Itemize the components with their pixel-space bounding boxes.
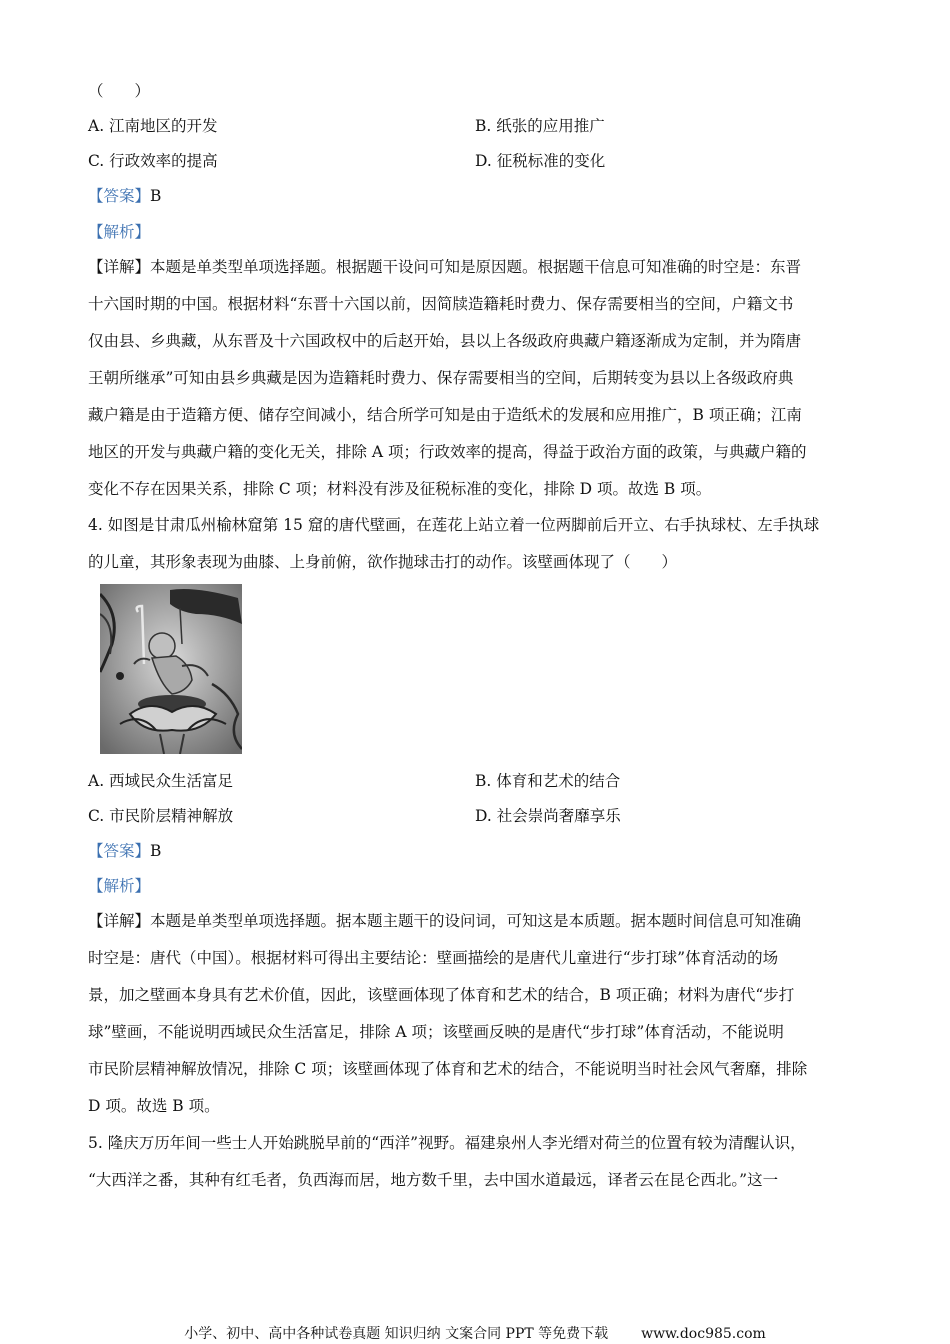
q4-answer-value: B [150,842,162,860]
q3-detail-text-1: 本题是单类型单项选择题。根据题干设问可知是原因题。根据题干信息可知准确的时空是：东晋 [150,258,802,276]
mural-illustration [100,584,242,754]
q4-option-a: A. 西域民众生活富足 [88,772,234,790]
q4-option-b: B. 体育和艺术的结合 [475,772,621,790]
q3-detail-line-6: 地区的开发与典藏户籍的变化无关，排除 A 项；行政效率的提高，得益于政治方面的政策，与典藏户籍的 [88,443,807,461]
q4-detail-tag: 【详解】 [88,912,151,930]
q4-detail-text-1: 本题是单类型单项选择题。据本题主题干的设问词，可知这是本质题。据本题时间信息可知准确 [150,912,802,930]
q3-detail-line-7: 变化不存在因果关系，排除 C 项；材料没有涉及征税标准的变化，排除 D 项。故选 B 项。 [88,480,712,498]
footer-link[interactable]: www.doc985.com [641,1326,766,1342]
q4-detail-line-1 [88,911,801,931]
q4-stem-line-2: 的儿童，其形象表现为曲膝、上身前俯，欲作抛球击打的动作。该壁画体现了（ ） [88,553,678,571]
q4-detail-line-5: 市民阶层精神解放情况，排除 C 项；该壁画体现了体育和艺术的结合，不能说明当时社会风气奢靡，排除 [88,1060,808,1078]
footer-text: 小学、初中、高中各种试卷真题 知识归纳 文案合同 PPT 等免费下载 [184,1326,609,1342]
q3-option-d: D. 征税标准的变化 [475,152,606,170]
q4-detail-line-6: D 项。故选 B 项。 [88,1097,220,1115]
q3-answer-line [88,186,161,206]
q3-detail-line-2: 十六国时期的中国。根据材料“东晋十六国以前，因简牍造籍耗时费力、保存需要相当的空间，户籍文书 [88,295,794,313]
q3-answer-tag: 【答案】 [88,187,151,205]
q4-detail-line-2: 时空是：唐代（中国）。根据材料可得出主要结论：壁画描绘的是唐代儿童进行“步打球”体育活动的场 [88,949,779,967]
q5-stem-line-1: 5. 隆庆万历年间一些士人开始跳脱早前的“西洋”视野。福建泉州人李光缙对荷兰的位置有较为清醒认识， [88,1134,806,1152]
q4-analysis-tag: 【解析】 [88,877,151,895]
q3-detail-tag: 【详解】 [88,258,151,276]
q3-option-b: B. 纸张的应用推广 [475,117,605,135]
q3-answer-blank: （ ） [88,82,151,100]
q4-detail-line-4: 球”壁画，不能说明西域民众生活富足，排除 A 项；该壁画反映的是唐代“步打球”体育活动，不能说明 [88,1023,784,1041]
q4-stem-line-1: 4. 如图是甘肃瓜州榆林窟第 15 窟的唐代壁画，在莲花上站立着一位两脚前后开立、右手执球杖、左手执球 [88,516,820,534]
q5-stem-line-2: “大西洋之番，其种有红毛者，负西海而居，地方数千里，去中国水道最远，译者云在昆仑西北。”这一 [88,1171,779,1189]
q3-analysis-tag: 【解析】 [88,223,151,241]
q3-detail-line-1 [88,257,801,277]
q4-answer-line [88,841,161,861]
page-footer [0,1325,950,1343]
q4-option-d: D. 社会崇尚奢靡享乐 [475,807,621,825]
q4-answer-tag: 【答案】 [88,842,151,860]
q3-detail-line-5: 藏户籍是由于造籍方便、储存空间减小，结合所学可知是由于造纸术的发展和应用推广，B 项正确；江南 [88,406,802,424]
q3-answer-value: B [150,187,162,205]
q3-option-a: A. 江南地区的开发 [88,117,218,135]
q4-detail-line-3: 景，加之壁画本身具有艺术价值，因此，该壁画体现了体育和艺术的结合，B 项正确；材料为唐代“步打 [88,986,795,1004]
q3-option-c: C. 行政效率的提高 [88,152,218,170]
q3-detail-line-3: 仅由县、乡典藏，从东晋及十六国政权中的后赵开始，县以上各级政府典藏户籍逐渐成为定制，并为隋唐 [88,332,802,350]
q4-option-c: C. 市民阶层精神解放 [88,807,234,825]
q3-detail-line-4: 王朝所继承”可知由县乡典藏是因为造籍耗时费力、保存需要相当的空间，后期转变为县以上各级政府典 [88,369,794,387]
mural-figure [100,584,242,754]
